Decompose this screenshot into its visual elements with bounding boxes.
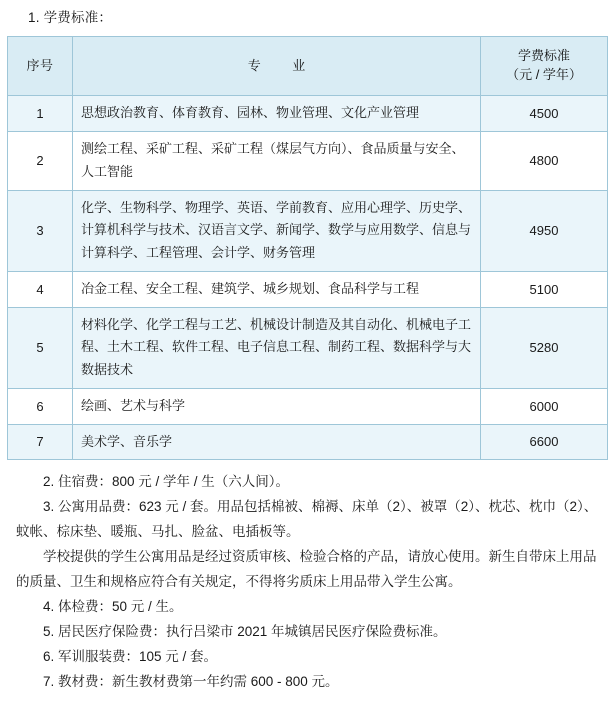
row-fee: 6000	[481, 388, 608, 424]
note-medical-insurance: 5. 居民医疗保险费：执行吕梁市 2021 年城镇居民医疗保险费标准。	[43, 624, 447, 640]
row-major: 美术学、音乐学	[73, 424, 481, 460]
table-row	[8, 132, 608, 191]
column-header-no: 序号	[8, 37, 73, 96]
row-fee: 6600	[481, 424, 608, 460]
row-fee: 4800	[481, 132, 608, 191]
table-row	[8, 96, 608, 132]
column-header-major-text: 专 业	[247, 57, 320, 73]
note-textbook: 7. 教材费：新生教材费第一年约需 600 - 800 元。	[43, 674, 339, 689]
table-body	[8, 96, 608, 460]
row-major: 化学、生物科学、物理学、英语、学前教育、应用心理学、历史学、计算机科学与技术、汉语言文学、新闻学、数学与应用数学、信息与计算科学、工程管理、会计学、财务管理	[73, 190, 481, 271]
row-major: 测绘工程、采矿工程、采矿工程（煤层气方向）、食品质量与安全、人工智能	[73, 132, 481, 191]
table-row	[8, 271, 608, 307]
table-row	[8, 307, 608, 388]
table-header-row	[8, 37, 608, 96]
column-header-fee-line1: 学费标准	[517, 48, 570, 64]
row-fee: 5280	[481, 307, 608, 388]
note-dorm-supplies-quality: 学校提供的学生公寓用品是经过资质审核、检验合格的产品，请放心使用。新生自带床上用品的质量、卫生和规格应符合有关规定，不得将劣质床上用品带入学生公寓。	[16, 549, 597, 590]
table-header	[8, 37, 608, 96]
row-major: 冶金工程、安全工程、建筑学、城乡规划、食品科学与工程	[73, 271, 481, 307]
row-no: 7	[8, 424, 73, 460]
notes-section	[0, 460, 615, 695]
table-row	[8, 424, 608, 460]
note-accommodation: 2. 住宿费：800 元 / 学年 / 生（六人间）。	[43, 474, 290, 490]
note-physical-exam: 4. 体检费：50 元 / 生。	[43, 599, 183, 615]
row-fee: 4950	[481, 190, 608, 271]
row-fee: 4500	[481, 96, 608, 132]
row-no: 5	[8, 307, 73, 388]
row-major: 材料化学、化学工程与工艺、机械设计制造及其自动化、机械电子工程、土木工程、软件工程、电子信息工程、制药工程、数据科学与大数据技术	[73, 307, 481, 388]
row-no: 3	[8, 190, 73, 271]
row-fee: 5100	[481, 271, 608, 307]
column-header-major	[73, 37, 481, 96]
note-military-uniform: 6. 军训服装费：105 元 / 套。	[43, 649, 218, 665]
table-row	[8, 190, 608, 271]
row-major: 绘画、艺术与科学	[73, 388, 481, 424]
row-no: 6	[8, 388, 73, 424]
note-dorm-supplies: 3. 公寓用品费：623 元 / 套。用品包括棉被、棉褥、床单（2）、被罩（2）、枕芯、枕巾（2）、蚊帐、棕床垫、暖瓶、马扎、脸盆、电插板等。	[16, 499, 598, 540]
column-header-fee-line2: （元 / 学年）	[506, 67, 582, 83]
tuition-fee-table	[7, 36, 608, 460]
row-major: 思想政治教育、体育教育、园林、物业管理、文化产业管理	[73, 96, 481, 132]
row-no: 1	[8, 96, 73, 132]
column-header-fee	[481, 37, 608, 96]
row-no: 2	[8, 132, 73, 191]
lead-line: 1. 学费标准：	[28, 10, 113, 25]
row-no: 4	[8, 271, 73, 307]
table-row	[8, 388, 608, 424]
